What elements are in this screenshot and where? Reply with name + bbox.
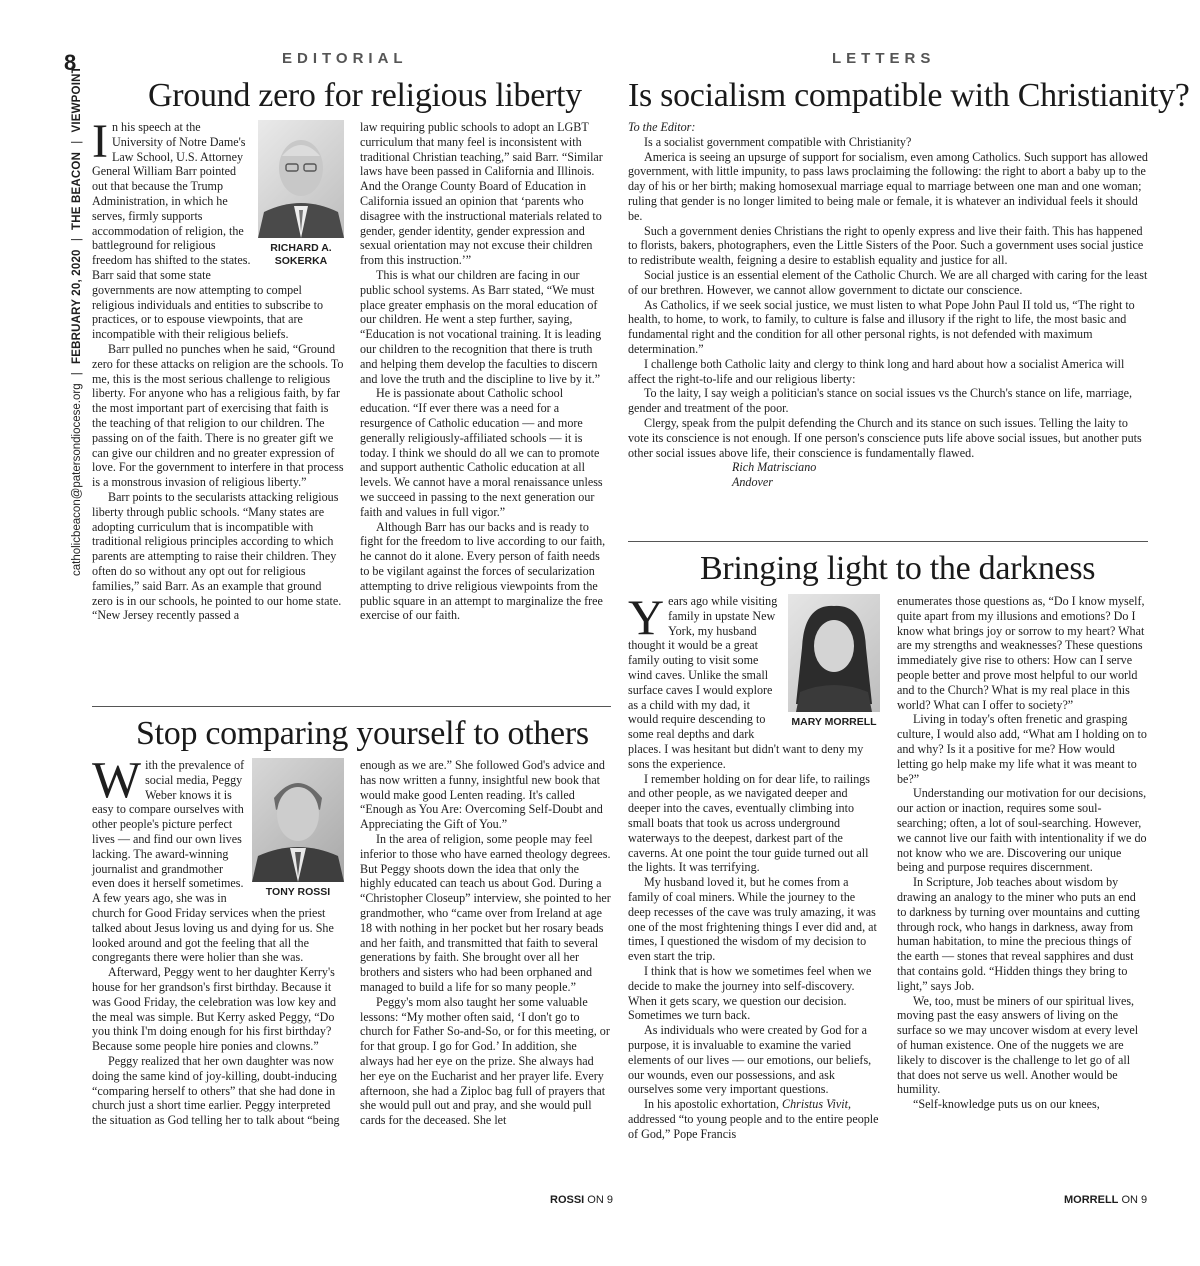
section-divider — [628, 541, 1148, 542]
rossi-column-1 — [92, 752, 344, 1128]
dropcap: W — [92, 752, 142, 809]
paragraph: Clergy, speak from the pulpit defending the Church and its stance on such issues. Telling the laity to vote its conscience is not enough. If one person's conscience puts life above social issues, but another puts other social issues above life, their conscience is fundamentally flawed. — [628, 415, 1142, 460]
sidebar-dateline — [22, 0, 102, 1266]
section-divider — [92, 706, 611, 707]
paragraph: Although Barr has our backs and is ready to fight for the freedom to live according to our faith, he cannot do it alone. Every person of faith needs to be vigilant against the forces of secularization attempting to drive religious viewpoints from the public square in an attempt to marginalize the free exercise of our faith. — [360, 519, 606, 623]
text-run: In his apostolic exhortation, — [644, 1097, 783, 1112]
paragraph: Peggy's mom also taught her some valuable lessons: “My mother often said, ‘I don't go to church for Father So-and-So, or for this meeting, or for that group. I go for God.’ In addition, she always had her eye on the prize. She always had her eye on the Eucharist and her prayer life. Every afternoon, she had a Ziploc bag full of prayers that she would pull out and pray, and she would pull cards for the deceased. She let — [360, 994, 610, 1128]
paragraph: enough as we are.” She followed God's advice and has now written a funny, insightful new book that would make good Lenten reading. It's called “Enough as You Are: Overcoming Self-Doubt and Appreciating the Gift of You.” — [360, 758, 605, 832]
jump-page: ON 9 — [587, 1194, 613, 1206]
rossi-author-block — [252, 758, 344, 899]
paragraph: He is passionate about Catholic school education. “If ever there was a need for a resurgence of Catholic education — and more generally religiously-affiliated schools — it is today. I think we should do all we can to promote and support authentic Catholic education at all levels. We cannot have a moral renaissance unless we succeed in passing to the next generation our faith and values in full vigor.” — [360, 386, 603, 519]
book-title: Christus Vivit — [782, 1097, 849, 1112]
letters-section-label: LETTERS — [832, 50, 936, 67]
author-caption: MARY MORRELL — [791, 716, 877, 728]
letter-signature: Rich Matrisciano — [732, 460, 817, 475]
letter-body — [628, 120, 1148, 490]
paragraph: I remember holding on for dear life, to railings and other people, as we navigated deeper and deeper into the caves, eventually climbing into small boats that took us across underground waterways to the deepest, darkest part of the caverns. At one point the tour guide turned out all the lights. It was terrifying. — [628, 771, 871, 875]
paragraph: In Scripture, Job teaches about wisdom by drawing an analogy to the miner who puts an end to darkness by turning over mountains and cutting through rock, who hangs in darkness, away from human habitation, to mine the precious things of the earth — stones that reveal sapphires and dust that contains gold. “Hidden things they bring to light,” says Job. — [897, 875, 1140, 993]
morrell-column-1 — [628, 589, 880, 1141]
paragraph: Is a socialist government compatible with Christianity? — [644, 134, 912, 149]
author-photo — [788, 594, 880, 712]
sidebar-separator: | — [71, 238, 83, 242]
author-caption: TONY ROSSI — [265, 886, 331, 898]
sidebar-separator: | — [71, 372, 83, 376]
paragraph: law requiring public schools to adopt an LGBT curriculum that many feel is inconsistent with traditional Christian teaching,” said Barr. “Similar laws have been passed in California and Illinois. And the Orange County Board of Education in California issued an opinion that ‘parents who disagree with the instructional materials related to gender, gender identity, gender expression and sexual orientation may not excuse their children from this instruction.’” — [360, 120, 603, 268]
letter-headline: Is socialism compatible with Christianity? — [628, 77, 1190, 114]
morrell-jump-line — [1064, 1194, 1147, 1206]
rossi-headline: Stop comparing yourself to others — [136, 715, 589, 752]
paragraph: I challenge both Catholic laity and clergy to think long and hard about how a socialist America will affect the right-to-life and our religious liberty: — [628, 356, 1125, 386]
editorial-author-block — [258, 120, 344, 268]
editorial-section-label: EDITORIAL — [282, 50, 408, 67]
morrell-column-2 — [897, 594, 1148, 1112]
jump-name: ROSSI — [550, 1194, 585, 1206]
paragraph: My husband loved it, but he comes from a family of coal miners. While the journey to the deep recesses of the cave was truly amazing, it was one of the most frightening things I ever did and, at times, I questioned the wisdom of my decision to even start the trip. — [628, 875, 877, 964]
morrell-headline: Bringing light to the darkness — [700, 550, 1096, 587]
morrell-author-block — [788, 594, 880, 729]
paragraph: In the area of religion, some people may feel inferior to those who have earned theology degrees. But Peggy shoots down the idea that only the highly educated can teach us about God. During a “Christopher Closeup” interview, she pointed to her grandmother, who “came over from Ireland at age 18 with nothing in her pocket but her rosary beads and her faith, and transmitted that faith to several generations by faith. She brought over all her brothers and sisters who had been orphaned and managed to build a life for so many people.” — [360, 831, 611, 994]
paragraph: We, too, must be miners of our spiritual lives, moving past the easy answers of living on the surface so we may uncover wisdom at every level of human existence. One of the nuggets we are likely to discover is the challenge to let go of all that does not serve us well. Another would be humility. — [897, 993, 1139, 1097]
article-intro: n his speech at the University of Notre Dame's Law School, U.S. Attorney General William Barr pointed out that because the Trump Administration, in which he serves, firmly supports accommodation of religion, the battleground for religious freedom has shifted to the states. — [92, 120, 251, 268]
paragraph: Such a government denies Christians the right to openly express and live their faith. This has happened to florists, bakers, photographers, even the Little Sisters of the Poor. Such a government uses social justice to redistribute wealth, feigning a desire to establish equality and justice for all. — [628, 223, 1144, 268]
paragraph: enumerates those questions as, “Do I know myself, quite apart from my illusions and emotions? Do I know what brings joy or sorrow to my heart? What are my strengths and weaknesses? These questions immediately give rise to others: How can I serve people better and prove most helpful to our world and to the Church? What is my real place in this world? What can I offer to society?” — [897, 594, 1145, 712]
jump-name: MORRELL — [1064, 1194, 1119, 1206]
author-photo — [252, 758, 344, 882]
text-run: , addressed “to young people and to the entire people of God,” Pope Francis — [628, 1097, 879, 1141]
paragraph: Afterward, Peggy went to her daughter Kerry's house for her grandson's first birthday. Because it was Good Friday, the celebration was low key and the meal was simple. But Kerry asked Peggy, “Do you think I'm doing enough for his first birthday? Because some people hire ponies and clowns.” — [92, 965, 337, 1054]
author-photo — [258, 120, 344, 238]
paragraph: To the laity, I say weigh a politician's stance on social issues vs the Church's stance on life, marriage, gender and treatment of the poor. — [628, 386, 1133, 416]
paragraph: As Catholics, if we seek social justice, we must listen to what Pope John Paul II told us, “The right to health, to home, to work, to family, to culture is false and illusory if the right to life, the most basic and fundamental right and the condition for all other personal rights, is not defended with maximum determination.” — [628, 297, 1135, 356]
jump-page: ON 9 — [1121, 1194, 1148, 1206]
sidebar-section-name: VIEWPOINT — [71, 66, 83, 133]
dropcap: Y — [628, 589, 665, 645]
author-caption: RICHARD A. SOKERKA — [270, 242, 332, 267]
sidebar-website: catholicbeacon@patersondiocese.org — [71, 383, 83, 576]
paragraph — [628, 1097, 880, 1141]
editorial-column-1 — [92, 115, 344, 623]
article-intro: ith the prevalence of social media, Peggy Weber knows it is easy to compare ourselves with other people's picture perfect lives — and find our own lives lacking. The award-winning journalist and grandmother even does it herself sometimes. A few years ago, she was in church for Good Friday services when the priest talked about Jesus loving us and dying for us. She looked around and got the feeling that all the congregants there were holier than she was. — [92, 758, 334, 965]
paragraph: Peggy realized that her own daughter was now doing the same kind of joy-killing, doubt-inducing “comparing herself to others” that she had done in church just a short time earlier. Peggy interpreted the situation as God telling her to talk about “being — [92, 1053, 340, 1128]
sidebar-separator: | — [71, 140, 83, 144]
editorial-column-2 — [360, 120, 611, 623]
article-intro: ears ago while visiting family in upstate New York, my husband thought it would be a great family outing to visit some wind caves. Unlike the small surface caves I would explore as a child with my dad, it would require descending to some real depths and dark places. I was hesitant but didn't want to deny my sons the experience. — [628, 594, 864, 771]
rossi-jump-line — [550, 1194, 613, 1206]
paragraph: Barr said that some state governments are now attempting to compel religious individuals and entities to subscribe to practices, or to espouse viewpoints, that are incompatible with their religious beliefs. — [92, 267, 324, 342]
sidebar-paper-name: THE BEACON — [71, 151, 83, 230]
sidebar-date: FEBRUARY 20, 2020 — [71, 249, 83, 364]
paragraph: As individuals who were created by God for a purpose, it is invaluable to examine the varied elements of our lives — our emotions, our beliefs, our wounds, even our possessions, and ask ourselves some very important questions. — [628, 1023, 872, 1097]
paragraph: I think that is how we sometimes feel when we decide to make the journey into self-discovery. When it gets scary, we question our decision. Sometimes we turn back. — [628, 963, 872, 1023]
paragraph: Barr pulled no punches when he said, “Ground zero for these attacks on religion are the schools. To me, this is the most serious challenge to religious liberty. For anyone who has a religious faith, by far the most important part of exercising that faith is the teaching of that religion to our children. The passing on of the faith. There is no greater gift we can give our children and no greater expression of love. For the government to interfere in that process is a monstrous invasion of religious liberty.” — [92, 341, 344, 490]
letter-salutation: To the Editor: — [628, 120, 696, 134]
dropcap: I — [92, 115, 108, 168]
paragraph: Social justice is an essential element of the Catholic Church. We are all charged with caring for the least of our brethren. However, we cannot allow government to dictate our conscience. — [628, 267, 1148, 297]
paragraph: Understanding our motivation for our decisions, our action or inaction, requires some soul-searching; often, a lot of soul-searching. However, we cannot live our faith with intentionality if we do not know who we are. Discovering our unique being and purpose requires discernment. — [897, 786, 1147, 875]
paragraph: Living in today's often frenetic and grasping culture, I would also add, “What am I holding on to and why? Is it a positive for me? How would letting go help make my life what it was meant to be?” — [897, 712, 1147, 786]
page-number: 8 — [64, 50, 77, 75]
paragraph: This is what our children are facing in our public school systems. As Barr stated, “We must place greater emphasis on the moral education of our children. He went a step further, saying, “Education is not vocational training. It is leading our children to the recognition that there is truth and helping them develop the faculties to discern and love the truth and the discipline to live by it.” — [360, 267, 602, 386]
paragraph: America is seeing an upsurge of support for socialism, even among Catholics. Such support has allowed government, with little impunity, to pass laws proclaiming the following: the right to abort a baby up to the day of his or her birth; making homosexual marriage equal to marriage between one man and one woman; ruling that gender is no longer limited to being male or female, it is whatever an individual feels it should be. — [628, 149, 1148, 223]
rossi-column-2 — [360, 758, 611, 1128]
paragraph: Barr points to the secularists attacking religious liberty through public schools. “Many states are adopting curriculum that is incompatible with traditional religious principles according to which parents are attempting to raise their children. They often do so without any opt out for religious families,” said Barr. As an example that ground zero is in our schools, he pointed to our home state. “New Jersey recently passed a — [92, 489, 342, 623]
letter-town: Andover — [732, 475, 773, 490]
editorial-headline: Ground zero for religious liberty — [148, 77, 582, 114]
paragraph: “Self-knowledge puts us on our knees, — [913, 1097, 1100, 1112]
